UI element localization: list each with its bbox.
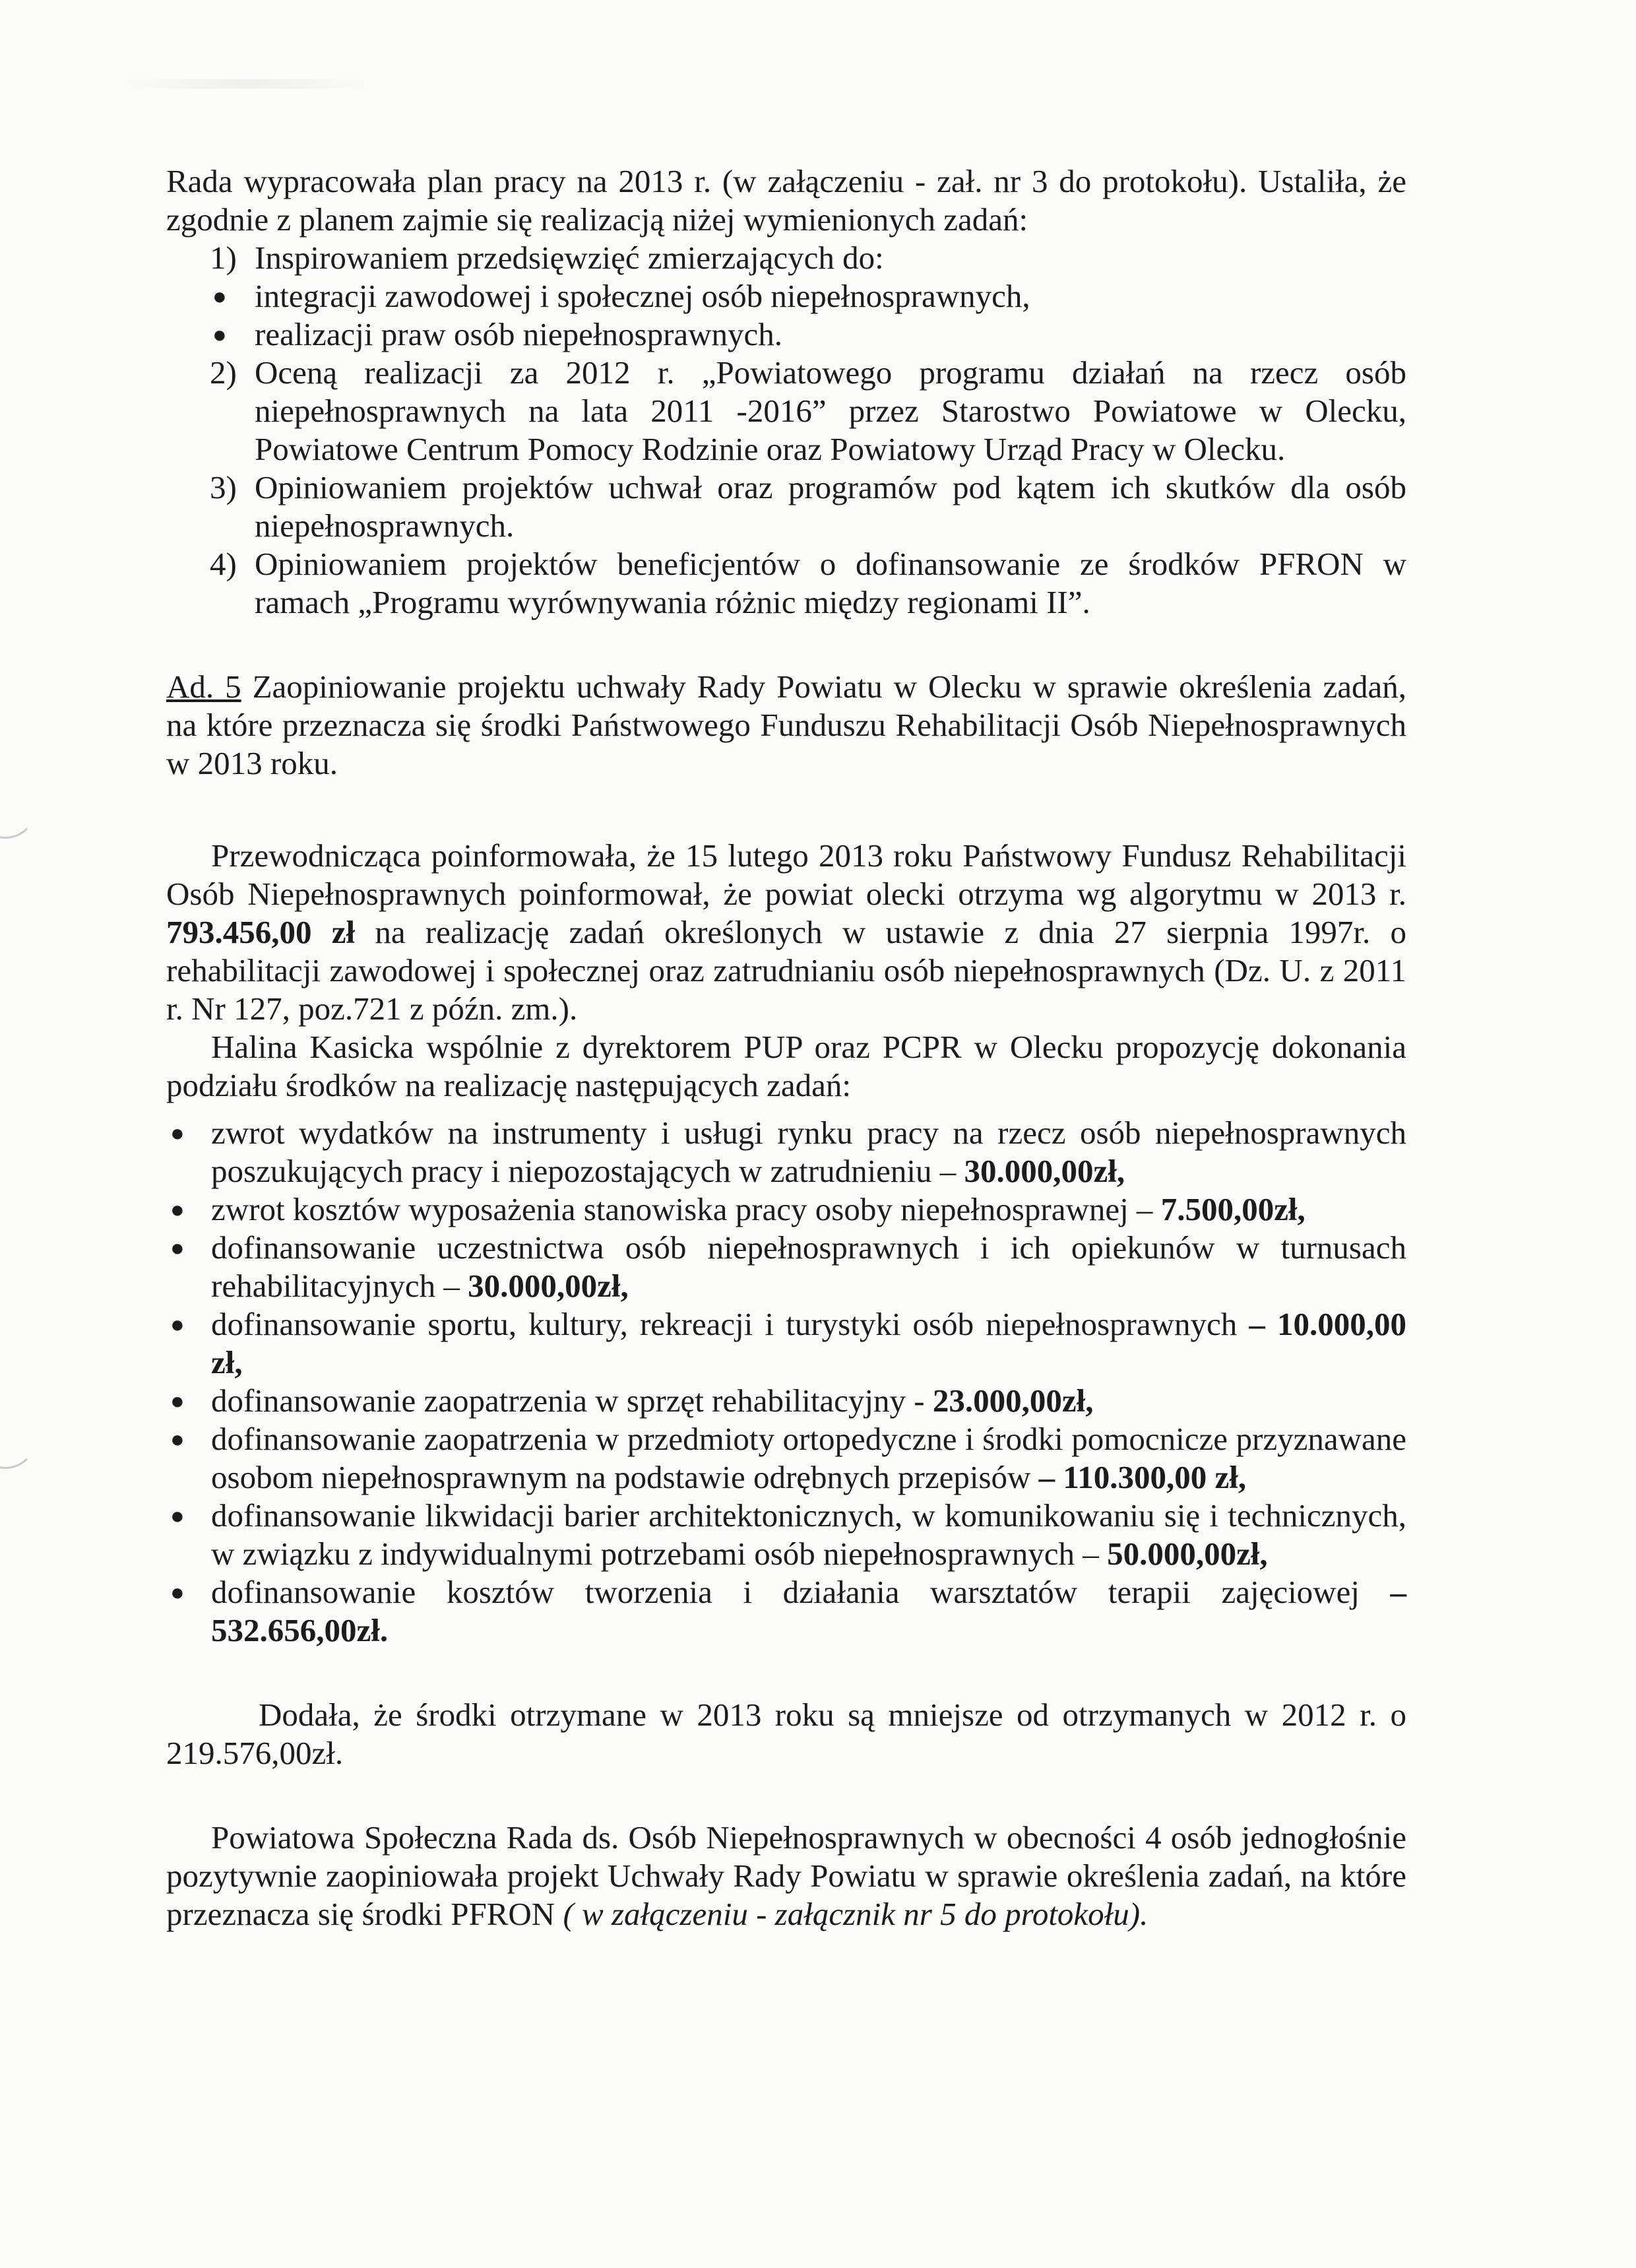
scan-smudge xyxy=(125,79,369,88)
bullet-icon: ● xyxy=(212,321,227,348)
allocation-list xyxy=(166,1114,1406,1650)
chair-info-paragraph xyxy=(166,837,1406,1028)
council-opinion-paragraph xyxy=(166,1819,1406,1933)
bullet-text: integracji zawodowej i społecznej osób niepełnosprawnych, xyxy=(255,278,1030,314)
spacer xyxy=(166,1650,1406,1696)
bullet-icon: ● xyxy=(170,1120,185,1146)
punch-hole-mark xyxy=(0,775,37,839)
allocation-item xyxy=(166,1190,1406,1229)
task-text: Opiniowaniem projektów beneficjentów o dofinansowanie ze środków PFRON w ramach „Programu wyrównywania różnic między regionami II”. xyxy=(255,546,1406,620)
allocation-item xyxy=(166,1497,1406,1573)
spacer xyxy=(166,783,1406,837)
allocation-amount: – 532.656,00zł. xyxy=(211,1574,1407,1648)
spacer xyxy=(166,1105,1406,1114)
task-text: Opiniowaniem projektów uchwał oraz programów pod kątem ich skutków dla osób niepełnosprawnych. xyxy=(255,469,1406,544)
allocation-text: dofinansowanie kosztów tworzenia i działania warsztatów terapii zajęciowej xyxy=(211,1574,1360,1610)
allocation-text: zwrot wydatków na instrumenty i usługi rynku pracy na rzecz osób niepełnosprawnych poszukujących pracy i niepozostających w zatrudnieniu – xyxy=(211,1115,1406,1189)
bullet-icon: ● xyxy=(170,1579,185,1605)
bullet-item xyxy=(210,315,1406,354)
task-item xyxy=(210,469,1406,545)
allocation-item xyxy=(166,1305,1406,1382)
allocation-item xyxy=(166,1420,1406,1497)
difference-paragraph: Dodała, że środki otrzymane w 2013 roku są mniejsze od otrzymanych w 2012 r. o 219.576,00zł. xyxy=(166,1697,1406,1771)
allocated-amount: 793.456,00 zł xyxy=(166,914,356,950)
task-item xyxy=(210,239,1406,277)
bullet-icon: ● xyxy=(170,1235,185,1261)
task-text: Oceną realizacji za 2012 r. „Powiatowego programu działań na rzecz osób niepełnosprawnych na lata 2011 -2016” przez Starostwo Powiatowe w Olecku, Powiatowe Centrum Pomocy Rodzinie oraz Powiatowy Urząd Pracy w Olecku. xyxy=(255,354,1406,467)
bullet-text: realizacji praw osób niepełnosprawnych. xyxy=(255,316,783,352)
task-text: Inspirowaniem przedsięwzięć zmierzających do: xyxy=(255,240,884,276)
allocation-text: dofinansowanie zaopatrzenia w sprzęt rehabilitacyjny - xyxy=(211,1382,925,1419)
allocation-amount: – 10.000,00 zł, xyxy=(211,1306,1406,1380)
task-number: 2) xyxy=(210,354,237,391)
bullet-icon: ● xyxy=(170,1503,185,1529)
spacer xyxy=(166,1772,1406,1819)
paragraph-text: Powiatowa Społeczna Rada ds. Osób Niepełnosprawnych w obecności 4 osób jednogłośnie pozytywnie zaopiniowała projekt Uchwały Rady Powiatu w sprawie określenia zadań, na które przeznacza się środki PFRON xyxy=(166,1819,1406,1932)
allocation-item xyxy=(166,1114,1406,1190)
paragraph-text: Przewodnicząca poinformowała, że 15 lutego 2013 roku Państwowy Fundusz Rehabilitacji Osób Niepełnosprawnych poinformował, że powiat olecki otrzyma wg algorytmu w 2013 r. xyxy=(166,837,1406,912)
allocation-amount: 50.000,00zł, xyxy=(1107,1536,1268,1572)
task-list xyxy=(166,239,1406,277)
agenda-label: Ad. 5 xyxy=(166,668,241,705)
allocation-item xyxy=(166,1382,1406,1420)
task-list-continued xyxy=(166,354,1406,622)
bullet-icon: ● xyxy=(170,1196,185,1223)
allocation-item xyxy=(166,1573,1406,1650)
bullet-icon: ● xyxy=(170,1388,185,1414)
task1-bullet-list xyxy=(166,277,1406,354)
allocation-text: zwrot kosztów wyposażenia stanowiska pracy osoby niepełnosprawnej – xyxy=(211,1191,1153,1227)
allocation-text: dofinansowanie zaopatrzenia w przedmioty ortopedyczne i środki pomocnicze przyznawane osobom niepełnosprawnym na podstawie odrębnych przepisów xyxy=(211,1421,1406,1495)
proposal-paragraph: Halina Kasicka wspólnie z dyrektorem PUP oraz PCPR w Olecku propozycję dokonania podziału środków na realizację następujących zadań: xyxy=(166,1029,1406,1103)
bullet-icon: ● xyxy=(170,1426,185,1452)
agenda-item-5 xyxy=(166,668,1406,783)
allocation-amount: 23.000,00zł, xyxy=(932,1382,1094,1419)
allocation-item xyxy=(166,1229,1406,1305)
task-item xyxy=(210,545,1406,622)
intro-paragraph: Rada wypracowała plan pracy na 2013 r. (w załączeniu - zał. nr 3 do protokołu). Ustaliła, że zgodnie z planem zajmie się realizacją niżej wymienionych zadań: xyxy=(166,163,1406,238)
paragraph-text: na realizację zadań określonych w ustawie z dnia 27 sierpnia 1997r. o rehabilitacji zawodowej i społecznej oraz zatrudnianiu osób niepełnosprawnych (Dz. U. z 2011 r. Nr 127, poz.721 z późn. zm.). xyxy=(166,914,1406,1027)
bullet-item xyxy=(210,277,1406,315)
allocation-text: dofinansowanie sportu, kultury, rekreacji i turystyki osób niepełnosprawnych xyxy=(211,1306,1238,1342)
task-number: 3) xyxy=(210,469,237,505)
allocation-text: dofinansowanie uczestnictwa osób niepełnosprawnych i ich opiekunów w turnusach rehabilitacyjnych – xyxy=(211,1229,1406,1304)
allocation-amount: 30.000,00zł, xyxy=(964,1153,1125,1189)
task-item xyxy=(210,354,1406,469)
allocation-amount: 7.500,00zł, xyxy=(1160,1191,1306,1227)
task-number: 1) xyxy=(210,240,237,276)
document-page xyxy=(166,162,1406,1933)
allocation-amount: – 110.300,00 zł, xyxy=(1038,1459,1247,1495)
task-number: 4) xyxy=(210,546,237,582)
allocation-text: dofinansowanie likwidacji barier architektonicznych, w komunikowaniu się i technicznych, w związku z indywidualnymi potrzebami osób niepełnosprawnych – xyxy=(211,1497,1406,1572)
spacer xyxy=(166,622,1406,668)
bullet-icon: ● xyxy=(212,283,227,309)
agenda-title: Zaopiniowanie projektu uchwały Rady Powiatu w Olecku w sprawie określenia zadań, na które przeznacza się środki Państwowego Funduszu Rehabilitacji Osób Niepełnosprawnych w 2013 roku. xyxy=(166,668,1407,781)
allocation-amount: 30.000,00zł, xyxy=(468,1268,629,1304)
punch-hole-mark xyxy=(0,1406,37,1469)
bullet-icon: ● xyxy=(170,1311,185,1338)
attachment-note: ( w załączeniu - załącznik nr 5 do protokołu). xyxy=(563,1896,1148,1932)
